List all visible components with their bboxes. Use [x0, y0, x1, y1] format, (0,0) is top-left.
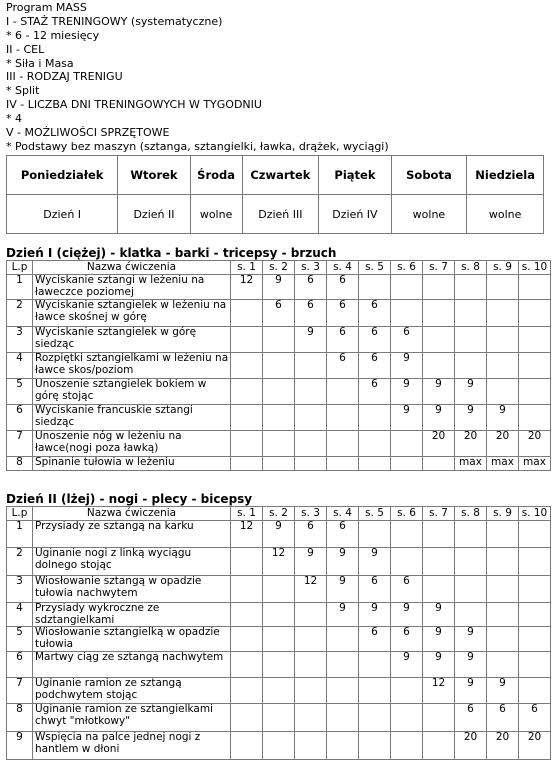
- table-row: [7, 300, 551, 327]
- set-reps: [487, 576, 519, 603]
- set-reps: [231, 732, 263, 760]
- set-reps: 6: [391, 327, 423, 353]
- set-reps: [487, 652, 519, 678]
- set-reps: [519, 603, 551, 627]
- set-reps: 6: [359, 353, 391, 379]
- set-reps: [327, 652, 359, 678]
- intro-line: * 6 - 12 miesięcy: [6, 28, 100, 42]
- row-number: 2: [7, 300, 33, 327]
- set-reps: [487, 379, 519, 405]
- set-reps: 9: [423, 627, 455, 652]
- exercise-name: Unoszenie sztangielek bokiem w górę stojąc: [33, 379, 231, 405]
- intro-line: * Siła i Masa: [6, 56, 74, 70]
- set-reps: [327, 379, 359, 405]
- set-reps: [263, 431, 295, 457]
- day2-title: Dzień II (lżej) - nogi - plecy - bicepsy: [6, 492, 253, 506]
- set-reps: [263, 379, 295, 405]
- set-reps: [423, 548, 455, 576]
- table-row: [7, 678, 551, 704]
- day1-exercise-table: [6, 260, 551, 471]
- set-header: s. 5: [359, 507, 391, 521]
- set-reps: 9: [327, 576, 359, 603]
- set-reps: 6: [359, 627, 391, 652]
- set-reps: [455, 548, 487, 576]
- intro-line: * Podstawy bez maszyn (sztanga, sztangielki, ławka, drążek, wyciągi): [6, 139, 389, 153]
- set-reps: [327, 457, 359, 471]
- set-reps: [359, 405, 391, 431]
- set-reps: 12: [231, 521, 263, 548]
- set-reps: [423, 327, 455, 353]
- set-reps: [519, 275, 551, 300]
- set-reps: max: [519, 457, 551, 471]
- program-intro: [6, 1, 389, 154]
- set-reps: [327, 627, 359, 652]
- set-reps: 9: [327, 603, 359, 627]
- set-reps: [231, 353, 263, 379]
- table-row: [7, 327, 551, 353]
- table-row: [7, 704, 551, 732]
- set-reps: 9: [487, 405, 519, 431]
- set-reps: 9: [359, 603, 391, 627]
- set-reps: [519, 652, 551, 678]
- exercise-name: Wyciskanie francuskie sztangi siedząc: [33, 405, 231, 431]
- row-number: 8: [7, 704, 33, 732]
- set-reps: [295, 457, 327, 471]
- set-reps: 9: [391, 353, 423, 379]
- set-reps: [391, 300, 423, 327]
- set-header: s. 8: [455, 507, 487, 521]
- intro-line: V - MOŻLIWOŚCI SPRZĘTOWE: [6, 126, 170, 140]
- set-reps: [231, 431, 263, 457]
- intro-line: I - STAŻ TRENINGOWY (systematyczne): [6, 14, 223, 28]
- set-reps: 20: [519, 732, 551, 760]
- set-reps: 9: [455, 678, 487, 704]
- exercise-name-header: Nazwa ćwiczenia: [33, 507, 231, 521]
- exercise-name: Przysiady wykroczne ze sdztangielkami: [33, 603, 231, 627]
- set-reps: [359, 732, 391, 760]
- set-reps: [295, 627, 327, 652]
- set-reps: [423, 576, 455, 603]
- table-row: [7, 353, 551, 379]
- set-reps: [519, 548, 551, 576]
- set-reps: [423, 704, 455, 732]
- row-number: 4: [7, 353, 33, 379]
- set-reps: [231, 457, 263, 471]
- set-reps: 20: [487, 431, 519, 457]
- week-day-header: Poniedziałek: [7, 156, 118, 195]
- table-row: [7, 275, 551, 300]
- set-reps: [519, 405, 551, 431]
- set-reps: 20: [455, 431, 487, 457]
- set-reps: 9: [423, 405, 455, 431]
- row-number: 9: [7, 732, 33, 760]
- set-reps: [519, 353, 551, 379]
- set-reps: [487, 521, 519, 548]
- set-reps: 6: [327, 353, 359, 379]
- intro-line: * Split: [6, 84, 40, 98]
- set-reps: [487, 627, 519, 652]
- set-reps: 9: [391, 603, 423, 627]
- set-reps: 9: [487, 678, 519, 704]
- set-reps: [263, 405, 295, 431]
- table-row: [7, 379, 551, 405]
- set-reps: [391, 704, 423, 732]
- set-reps: 6: [391, 627, 423, 652]
- set-reps: [391, 548, 423, 576]
- week-day-header: Niedziela: [467, 156, 544, 195]
- set-reps: [359, 652, 391, 678]
- set-reps: 9: [295, 548, 327, 576]
- set-reps: [519, 678, 551, 704]
- set-reps: 12: [295, 576, 327, 603]
- exercise-name: Wyciskanie sztangielek w leżeniu na ławce skośnej w górę: [33, 300, 231, 327]
- set-reps: 9: [423, 652, 455, 678]
- set-reps: 9: [455, 405, 487, 431]
- set-reps: [519, 576, 551, 603]
- week-day-plan: Dzień I: [7, 195, 118, 234]
- set-reps: 9: [263, 521, 295, 548]
- set-reps: 6: [519, 704, 551, 732]
- set-reps: [423, 275, 455, 300]
- set-reps: [391, 431, 423, 457]
- set-reps: [295, 678, 327, 704]
- exercise-name: Unoszenie nóg w leżeniu na ławce(nogi poza ławką): [33, 431, 231, 457]
- set-reps: 6: [263, 300, 295, 327]
- exercise-name: Wiosłowanie sztangielką w opadzie tułowia: [33, 627, 231, 652]
- set-reps: [327, 405, 359, 431]
- set-reps: [391, 457, 423, 471]
- set-header: s. 4: [327, 507, 359, 521]
- set-reps: 9: [327, 548, 359, 576]
- set-reps: [423, 457, 455, 471]
- set-reps: [359, 275, 391, 300]
- set-reps: [391, 275, 423, 300]
- set-reps: [263, 603, 295, 627]
- set-reps: 6: [295, 275, 327, 300]
- set-header: s. 9: [487, 507, 519, 521]
- row-number: 8: [7, 457, 33, 471]
- set-reps: [359, 457, 391, 471]
- set-reps: [455, 521, 487, 548]
- set-reps: [391, 732, 423, 760]
- set-reps: 6: [359, 379, 391, 405]
- set-reps: [231, 627, 263, 652]
- set-reps: [487, 275, 519, 300]
- row-number: 1: [7, 275, 33, 300]
- set-reps: [455, 275, 487, 300]
- set-header: s. 3: [295, 507, 327, 521]
- exercise-name: Spinanie tułowia w leżeniu: [33, 457, 231, 471]
- set-reps: [519, 521, 551, 548]
- set-reps: 9: [455, 652, 487, 678]
- intro-line: IV - LICZBA DNI TRENINGOWYCH W TYGODNIU: [6, 98, 262, 112]
- row-number: 5: [7, 379, 33, 405]
- set-reps: [519, 327, 551, 353]
- set-reps: [423, 732, 455, 760]
- set-reps: [487, 327, 519, 353]
- set-reps: [295, 431, 327, 457]
- set-reps: [327, 732, 359, 760]
- set-reps: [455, 327, 487, 353]
- week-day-header: Wtorek: [118, 156, 190, 195]
- set-reps: [263, 678, 295, 704]
- set-header: s. 10: [519, 507, 551, 521]
- set-reps: 9: [391, 379, 423, 405]
- table-row: [7, 652, 551, 678]
- set-reps: 6: [455, 704, 487, 732]
- set-header: s. 5: [359, 261, 391, 275]
- exercise-name-header: Nazwa ćwiczenia: [33, 261, 231, 275]
- exercise-name: Wyciskanie sztangi w leżeniu na ławeczce poziomej: [33, 275, 231, 300]
- set-reps: [519, 300, 551, 327]
- set-reps: [327, 431, 359, 457]
- set-header: s. 6: [391, 507, 423, 521]
- set-reps: 20: [455, 732, 487, 760]
- row-number: 7: [7, 431, 33, 457]
- set-reps: 12: [263, 548, 295, 576]
- set-reps: [231, 327, 263, 353]
- set-reps: 9: [391, 652, 423, 678]
- set-reps: 6: [327, 327, 359, 353]
- set-reps: 6: [391, 576, 423, 603]
- intro-line: II - CEL: [6, 42, 45, 56]
- set-reps: 6: [359, 576, 391, 603]
- intro-line: * 4: [6, 112, 22, 126]
- set-reps: [519, 627, 551, 652]
- set-reps: [263, 327, 295, 353]
- set-reps: [231, 300, 263, 327]
- row-number: 3: [7, 327, 33, 353]
- set-header: s. 1: [231, 261, 263, 275]
- weekly-schedule-table: [6, 155, 544, 234]
- set-reps: 6: [359, 327, 391, 353]
- exercise-name: Wspięcia na palce jednej nogi z hantlem w dłoni: [33, 732, 231, 760]
- row-number: 6: [7, 652, 33, 678]
- day1-title: Dzień I (ciężej) - klatka - barki - tricepsy - brzuch: [6, 246, 337, 260]
- set-reps: 9: [391, 405, 423, 431]
- set-header: s. 4: [327, 261, 359, 275]
- exercise-name: Wiosłowanie sztangą w opadzie tułowia nachwytem: [33, 576, 231, 603]
- table-row: [7, 603, 551, 627]
- table-row: [7, 431, 551, 457]
- set-reps: [263, 652, 295, 678]
- intro-line: Program MASS: [6, 1, 87, 14]
- set-reps: [487, 353, 519, 379]
- set-header: s. 3: [295, 261, 327, 275]
- week-day-header: Środa: [190, 156, 242, 195]
- table-row: [7, 576, 551, 603]
- set-reps: [455, 603, 487, 627]
- exercise-name: Przysiady ze sztangą na karku: [33, 521, 231, 548]
- set-reps: [455, 576, 487, 603]
- set-header: s. 6: [391, 261, 423, 275]
- row-number: 2: [7, 548, 33, 576]
- set-reps: [263, 627, 295, 652]
- set-reps: [455, 353, 487, 379]
- set-reps: [423, 353, 455, 379]
- set-reps: [231, 405, 263, 431]
- row-number: 5: [7, 627, 33, 652]
- set-reps: [295, 732, 327, 760]
- set-header: s. 9: [487, 261, 519, 275]
- set-header: s. 7: [423, 261, 455, 275]
- week-day-header: Sobota: [391, 156, 467, 195]
- exercise-name: Wyciskanie sztangielek w górę siedząc: [33, 327, 231, 353]
- set-reps: 6: [295, 521, 327, 548]
- set-reps: [231, 704, 263, 732]
- set-reps: 9: [263, 275, 295, 300]
- week-day-plan: Dzień II: [118, 195, 190, 234]
- set-reps: [263, 457, 295, 471]
- week-day-plan: wolne: [190, 195, 242, 234]
- set-reps: 20: [519, 431, 551, 457]
- row-number: 3: [7, 576, 33, 603]
- week-day-plan: Dzień III: [242, 195, 319, 234]
- lp-header: L.p: [7, 507, 33, 521]
- set-reps: [295, 603, 327, 627]
- set-reps: 20: [423, 431, 455, 457]
- intro-line: III - RODZAJ TRENIGU: [6, 70, 123, 84]
- set-reps: [487, 603, 519, 627]
- set-header: s. 1: [231, 507, 263, 521]
- set-header: s. 7: [423, 507, 455, 521]
- week-day-plan: wolne: [391, 195, 467, 234]
- set-reps: [391, 678, 423, 704]
- set-reps: [295, 704, 327, 732]
- set-reps: 20: [487, 732, 519, 760]
- set-reps: 6: [327, 275, 359, 300]
- set-reps: [263, 732, 295, 760]
- set-reps: [231, 603, 263, 627]
- set-reps: [455, 300, 487, 327]
- set-reps: 9: [295, 327, 327, 353]
- set-reps: [327, 704, 359, 732]
- set-reps: [231, 548, 263, 576]
- set-reps: [263, 353, 295, 379]
- week-day-plan: wolne: [467, 195, 544, 234]
- set-reps: 6: [327, 300, 359, 327]
- set-reps: [263, 704, 295, 732]
- set-reps: [263, 576, 295, 603]
- set-reps: [231, 678, 263, 704]
- exercise-name: Uginanie ramion ze sztangielkami chwyt "młotkowy": [33, 704, 231, 732]
- set-reps: 12: [231, 275, 263, 300]
- table-row: [7, 521, 551, 548]
- table-row: [7, 627, 551, 652]
- set-reps: [295, 379, 327, 405]
- exercise-name: Rozpiętki sztangielkami w leżeniu na ławce skos/poziom: [33, 353, 231, 379]
- set-header: s. 10: [519, 261, 551, 275]
- set-reps: [359, 678, 391, 704]
- set-reps: 6: [327, 521, 359, 548]
- set-reps: 6: [359, 300, 391, 327]
- set-reps: [231, 652, 263, 678]
- set-reps: [423, 300, 455, 327]
- table-row: [7, 405, 551, 431]
- week-day-header: Piątek: [319, 156, 391, 195]
- exercise-name: Uginanie nogi z linką wyciągu dolnego stojąc: [33, 548, 231, 576]
- set-reps: [359, 521, 391, 548]
- set-reps: 6: [487, 704, 519, 732]
- set-reps: [487, 300, 519, 327]
- set-reps: [295, 405, 327, 431]
- set-reps: 9: [423, 379, 455, 405]
- table-row: [7, 548, 551, 576]
- table-row: [7, 732, 551, 760]
- set-reps: [327, 678, 359, 704]
- set-reps: [231, 576, 263, 603]
- lp-header: L.p: [7, 261, 33, 275]
- set-reps: max: [455, 457, 487, 471]
- row-number: 4: [7, 603, 33, 627]
- set-reps: 6: [295, 300, 327, 327]
- set-reps: [423, 521, 455, 548]
- set-reps: [295, 652, 327, 678]
- week-day-header: Czwartek: [242, 156, 319, 195]
- set-reps: 9: [455, 379, 487, 405]
- set-reps: max: [487, 457, 519, 471]
- set-reps: [231, 379, 263, 405]
- set-reps: 9: [359, 548, 391, 576]
- set-reps: 9: [455, 627, 487, 652]
- set-reps: [487, 548, 519, 576]
- set-reps: [359, 431, 391, 457]
- row-number: 7: [7, 678, 33, 704]
- set-reps: [391, 521, 423, 548]
- row-number: 6: [7, 405, 33, 431]
- week-days-row: [7, 156, 544, 195]
- set-header: s. 8: [455, 261, 487, 275]
- set-reps: [359, 704, 391, 732]
- set-reps: 12: [423, 678, 455, 704]
- exercise-name: Uginanie ramion ze sztangą podchwytem stojąc: [33, 678, 231, 704]
- row-number: 1: [7, 521, 33, 548]
- table-header-row: [7, 261, 551, 275]
- week-plan-row: [7, 195, 544, 234]
- day2-exercise-table: [6, 506, 551, 760]
- table-row: [7, 457, 551, 471]
- set-reps: [519, 379, 551, 405]
- week-day-plan: Dzień IV: [319, 195, 391, 234]
- set-reps: [295, 353, 327, 379]
- table-header-row: [7, 507, 551, 521]
- exercise-name: Martwy ciąg ze sztangą nachwytem: [33, 652, 231, 678]
- set-reps: 9: [423, 603, 455, 627]
- set-header: s. 2: [263, 507, 295, 521]
- set-header: s. 2: [263, 261, 295, 275]
